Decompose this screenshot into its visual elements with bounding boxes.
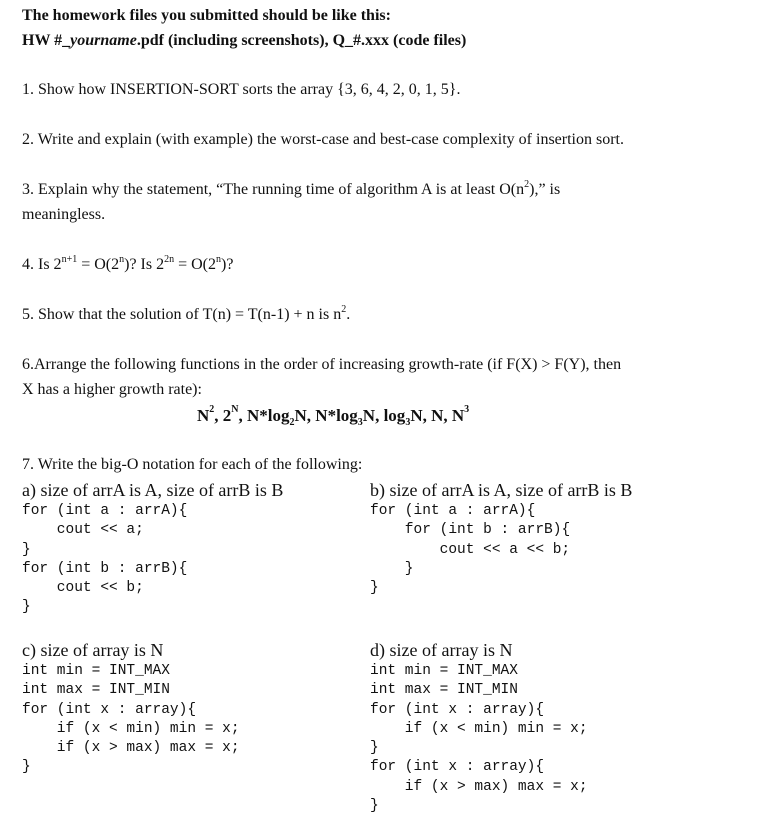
code-text: } (370, 560, 414, 577)
code-line (370, 541, 570, 560)
fn-1-sup: 2 (209, 404, 215, 415)
q4-part-2: = O(2 (77, 256, 120, 273)
question-1: 1. Show how INSERTION-SORT sorts the array {3, 6, 4, 2, 0, 1, 5}. (22, 81, 461, 98)
code-text: int max = INT_MIN (22, 682, 170, 699)
code-line (370, 701, 588, 720)
code-line (22, 560, 187, 579)
q5-sup: 2 (341, 304, 347, 315)
code-line (370, 739, 588, 758)
code-text: if (x > max) max = x; (370, 778, 588, 795)
question-6-line-1: 6.Arrange the following functions in the order of increasing growth-rate (if F(X) > F(Y), then (22, 356, 622, 373)
fn-4: , N*log (306, 406, 358, 425)
code-keyword: for (370, 522, 431, 539)
q7b-code-block (370, 502, 570, 598)
q7c-heading: c) size of array is N (22, 640, 164, 660)
question-3-line-2: meaningless. (22, 206, 106, 223)
q3-sup: 2 (524, 179, 530, 190)
code-text: } (22, 599, 31, 616)
code-text: (int a : arrA){ (48, 503, 188, 519)
fn-4-sub: 3 (357, 417, 363, 428)
code-text: (int x : array){ (48, 701, 197, 718)
fn-2: , 2 (214, 406, 232, 425)
header-line-2-suffix: .pdf (including screenshots), Q_#.xxx (code files) (136, 32, 467, 49)
code-line (22, 681, 240, 700)
code-line (370, 720, 588, 739)
code-line (370, 560, 570, 579)
fn-5-sub: 3 (405, 417, 411, 428)
fn-5: , log (375, 406, 406, 425)
q4-sup-2: n (119, 254, 125, 265)
code-text: cout << b; (22, 580, 144, 597)
code-keyword: for (22, 503, 49, 519)
code-line (22, 579, 187, 598)
header-line-2-prefix: HW #_ (22, 32, 71, 49)
code-text: (int b : arrB){ (48, 560, 188, 577)
code-line (370, 502, 570, 521)
code-line (22, 541, 187, 560)
code-line (370, 579, 570, 598)
code-line (370, 778, 588, 797)
code-text: } (370, 740, 379, 757)
code-text: if (x < min) min = x; (22, 720, 240, 737)
code-line (22, 758, 240, 777)
fn-4-end: N (362, 406, 376, 425)
code-text: } (22, 541, 31, 558)
code-text: } (22, 759, 31, 776)
q4-part-1: 4. Is 2 (22, 256, 62, 273)
question-7-title: 7. Write the big-O notation for each of the following: (22, 456, 363, 473)
code-keyword: for (370, 759, 397, 776)
q4-sup-4: n (216, 254, 221, 265)
q4-part-4: = O(2 (174, 256, 216, 273)
code-text: (int x : array){ (396, 759, 545, 776)
code-line (22, 701, 240, 720)
q5-end: . (346, 306, 351, 323)
code-line (22, 502, 187, 521)
code-text: int max = INT_MIN (370, 682, 518, 699)
code-line (370, 521, 570, 540)
code-text: } (370, 798, 379, 815)
code-line (370, 797, 588, 816)
code-keyword: for (22, 701, 49, 718)
code-text: int min = INT_MAX (22, 663, 170, 679)
header-line-1: The homework files you submitted should be like this: (22, 7, 391, 24)
code-keyword: for (370, 701, 397, 718)
q4-part-3: )? Is 2 (124, 256, 165, 273)
fn-3-end: N (294, 406, 307, 425)
code-line (22, 662, 240, 681)
question-5 (22, 306, 350, 324)
code-text: if (x < min) min = x; (370, 720, 588, 737)
fn-3: , N*log (238, 406, 290, 425)
code-line (22, 720, 240, 739)
code-line (22, 739, 240, 758)
fn-5-end: N, N, N (410, 406, 465, 425)
code-text: (int a : arrA){ (396, 503, 536, 519)
question-3-line-1 (22, 181, 560, 199)
code-line (370, 662, 588, 681)
question-4 (22, 256, 233, 274)
code-line (22, 521, 187, 540)
header-line-2-italic: yourname (70, 32, 137, 49)
q4-part-5: )? (221, 256, 234, 273)
q7a-heading: a) size of arrA is A, size of arrB is B (22, 480, 284, 500)
code-line (370, 758, 588, 777)
q7d-code-block (370, 662, 588, 816)
q3-text-b: ),” is (529, 181, 561, 198)
fn-1: N (197, 406, 210, 425)
q4-sup-3: 2n (164, 254, 175, 265)
code-text: cout << a << b; (370, 541, 571, 558)
q4-sup-1: n+1 (61, 254, 78, 265)
fn-3-sub: 2 (289, 417, 295, 428)
code-text: if (x > max) max = x; (22, 740, 240, 757)
q6-function-list (197, 406, 469, 426)
q7d-heading: d) size of array is N (370, 640, 513, 660)
q7a-code-block (22, 502, 187, 618)
header-line-2 (22, 32, 466, 50)
code-keyword: for (22, 560, 49, 577)
code-text: cout << a; (22, 522, 144, 539)
fn-2-sup: N (231, 404, 239, 415)
code-text: } (370, 580, 379, 597)
q3-text-a: 3. Explain why the statement, “The running time of algorithm A is at least O(n (22, 181, 525, 198)
code-line (22, 598, 187, 617)
code-text: (int x : array){ (396, 701, 545, 718)
fn-6-sup: 3 (464, 404, 470, 415)
question-6-line-2: X has a higher growth rate): (22, 381, 202, 398)
code-text: (int b : arrB){ (430, 522, 571, 539)
code-line (370, 681, 588, 700)
q7b-heading: b) size of arrA is A, size of arrB is B (370, 480, 633, 500)
code-keyword: for (370, 503, 397, 519)
question-2: 2. Write and explain (with example) the worst-case and best-case complexity of insertion sort. (22, 131, 624, 148)
q5-text: 5. Show that the solution of T(n) = T(n-1) + n is n (22, 306, 342, 323)
code-text: int min = INT_MAX (370, 663, 518, 679)
q7c-code-block (22, 662, 240, 778)
